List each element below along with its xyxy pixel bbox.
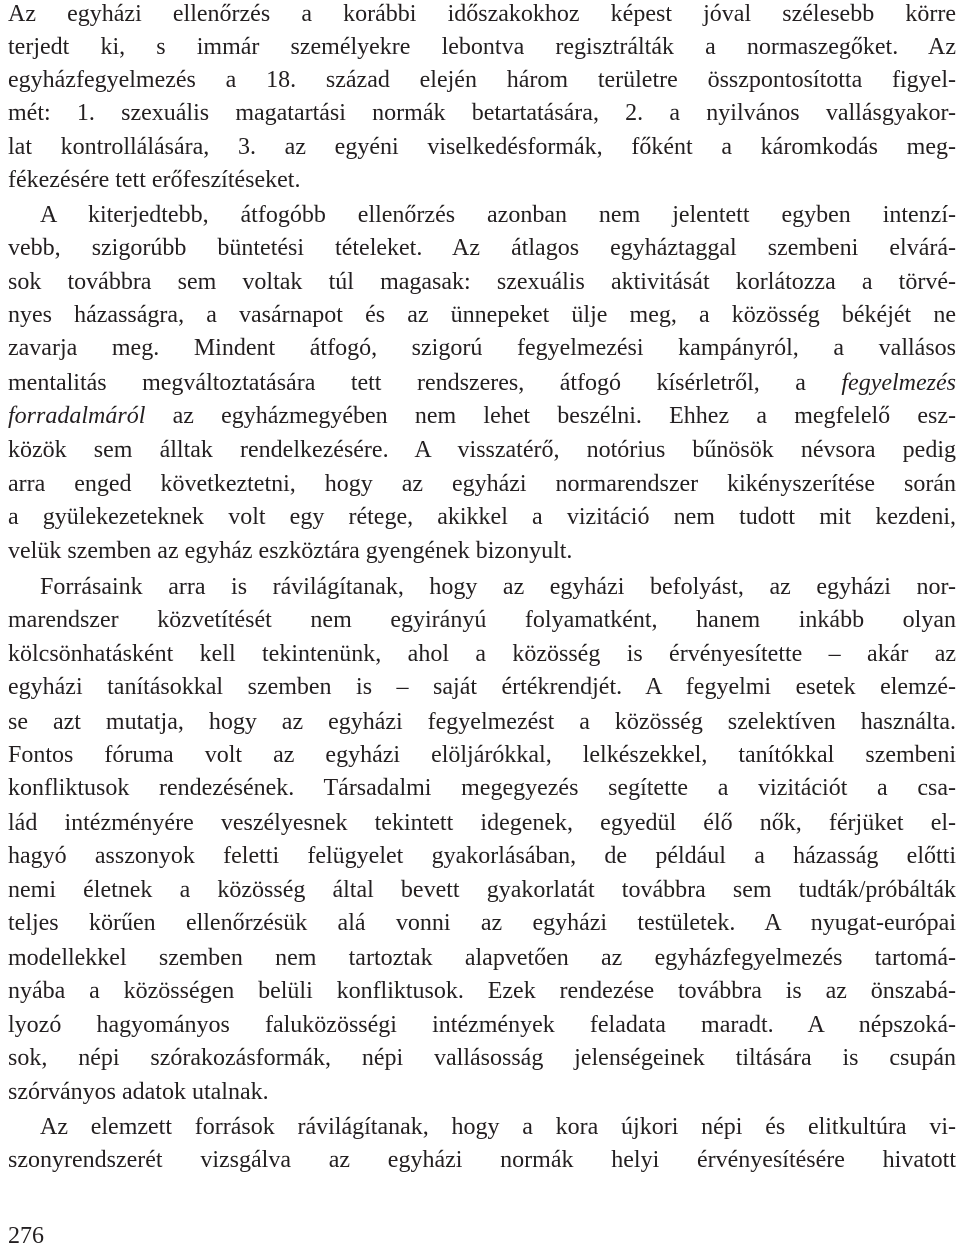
text-line bbox=[8, 331, 956, 365]
text-span: lat kontrollálására, 3. az egyéni viselkedésformák, főként a káromkodás meg- bbox=[8, 134, 956, 160]
text-line bbox=[8, 298, 956, 332]
text-span: lád intézményére veszélyesnek tekintett idegenek, egyedül élő nők, férjüket el- bbox=[8, 810, 956, 836]
text-span: a gyülekezeteknek volt egy rétege, akikkel a vizitáció nem tudott mit kezdeni, bbox=[8, 504, 956, 530]
text-line bbox=[8, 30, 956, 64]
text-span: nemi életnek a közösség által bevett gyakorlatát továbbra sem tudták/próbálták bbox=[8, 877, 956, 903]
text-span: terjedt ki, s immár személyekre lebontva regisztrálták a normaszegőket. Az bbox=[8, 34, 956, 60]
text-span: sok továbbra sem voltak túl magasak: szexuális aktivitását korlátozza a törvé- bbox=[8, 269, 956, 295]
text-line bbox=[8, 63, 956, 97]
text-span: szonyrendszerét vizsgálva az egyházi normák helyi érvényesítésére hivatott bbox=[8, 1147, 956, 1173]
text-line bbox=[8, 839, 956, 873]
text-span: kölcsönhatásként kell tekintenünk, ahol a közösség is érvényesítette – akár az bbox=[8, 641, 956, 667]
text-line bbox=[8, 603, 956, 637]
text-span: mentalitás megváltoztatására tett rendszeres, átfogó kísérletről, a bbox=[8, 370, 842, 396]
text-line bbox=[8, 738, 956, 772]
text-line bbox=[8, 163, 956, 197]
text-span: vebb, szigorúbb büntetési tételeket. Az átlagos egyháztaggal szembeni elvárá- bbox=[8, 235, 956, 261]
text-span: fékezésére tett erőfeszítéseket. bbox=[8, 167, 301, 193]
text-line bbox=[8, 974, 956, 1008]
text-span: konfliktusok rendezésének. Társadalmi megegyezés segítette a vizitációt a csa- bbox=[8, 775, 956, 801]
text-line bbox=[8, 500, 956, 534]
document-page bbox=[8, 0, 956, 1249]
text-span: egyházi tanításokkal szemben is – saját értékrendjét. A fegyelmi esetek elemzé- bbox=[8, 674, 956, 700]
text-line bbox=[8, 670, 956, 704]
text-span: A kiterjedtebb, átfogóbb ellenőrzés azonban nem jelentett egyben intenzí- bbox=[40, 202, 956, 228]
text-line bbox=[8, 941, 956, 975]
text-span: nyába a közösségen belüli konfliktusok. Ezek rendezése továbbra is az önszabá- bbox=[8, 978, 956, 1004]
text-line bbox=[8, 1075, 956, 1109]
text-span: lyozó hagyományos faluközösségi intézmények feladata maradt. A népszoká- bbox=[8, 1012, 956, 1038]
text-span: mét: 1. szexuális magatartási normák betartatására, 2. a nyilvános vallásgyakor- bbox=[8, 100, 956, 126]
italic-text-span: forradalmáról bbox=[8, 403, 146, 429]
text-span: velük szemben az egyház eszköztára gyengének bizonyult. bbox=[8, 538, 573, 564]
text-line bbox=[8, 1110, 956, 1144]
text-line bbox=[8, 534, 956, 568]
text-line bbox=[8, 873, 956, 907]
text-line bbox=[8, 130, 956, 164]
text-span: Az egyházi ellenőrzés a korábbi időszakokhoz képest jóval szélesebb körre bbox=[8, 1, 956, 27]
italic-text-span: fegyelmezés bbox=[841, 370, 956, 396]
text-span: szórványos adatok utalnak. bbox=[8, 1079, 269, 1105]
text-line bbox=[8, 906, 956, 940]
page-number: 276 bbox=[8, 1223, 44, 1249]
text-line bbox=[8, 198, 956, 232]
text-line bbox=[8, 366, 956, 400]
text-line bbox=[8, 1008, 956, 1042]
text-span: marendszer közvetítését nem egyirányú folyamatként, hanem inkább olyan bbox=[8, 607, 956, 633]
text-line bbox=[8, 96, 956, 130]
text-line bbox=[8, 1041, 956, 1075]
text-line bbox=[8, 705, 956, 739]
text-span: Forrásaink arra is rávilágítanak, hogy az egyházi befolyást, az egyházi nor- bbox=[40, 574, 956, 600]
text-line bbox=[8, 433, 956, 467]
text-span: közök sem álltak rendelkezésére. A visszatérő, notórius bűnösök névsora pedig bbox=[8, 437, 956, 463]
text-span: hagyó asszonyok feletti felügyelet gyakorlásában, de például a házasság előtti bbox=[8, 843, 956, 869]
text-line bbox=[8, 637, 956, 671]
text-span: egyházfegyelmezés a 18. század elején három területre összpontosította figyel- bbox=[8, 67, 956, 93]
text-span: modellekkel szemben nem tartoztak alapvetően az egyházfegyelmezés tartomá- bbox=[8, 945, 956, 971]
text-line bbox=[8, 1143, 956, 1177]
text-span: Fontos fóruma volt az egyházi elöljárókkal, lelkészekkel, tanítókkal szembeni bbox=[8, 742, 956, 768]
text-span: az egyházmegyében nem lehet beszélni. Ehhez a megfelelő esz- bbox=[145, 403, 956, 429]
text-span: nyes házasságra, a vasárnapot és az ünnepeket ülje meg, a közösség békéjét ne bbox=[8, 302, 956, 328]
text-span: sok, népi szórakozásformák, népi vallásosság jelenségeinek tiltására is csupán bbox=[8, 1045, 956, 1071]
text-line bbox=[8, 265, 956, 299]
text-line bbox=[8, 399, 956, 433]
text-line bbox=[8, 771, 956, 805]
text-span: Az elemzett források rávilágítanak, hogy a kora újkori népi és elitkultúra vi- bbox=[40, 1114, 956, 1140]
text-line bbox=[8, 467, 956, 501]
text-span: se azt mutatja, hogy az egyházi fegyelmezést a közösség szelektíven használta. bbox=[8, 709, 956, 735]
text-line bbox=[8, 570, 956, 604]
text-span: teljes körűen ellenőrzésük alá vonni az egyházi testületek. A nyugat-európai bbox=[8, 910, 956, 936]
text-span: zavarja meg. Mindent átfogó, szigorú fegyelmezési kampányról, a vallásos bbox=[8, 335, 956, 361]
text-line bbox=[8, 806, 956, 840]
text-span: arra enged következtetni, hogy az egyházi normarendszer kikényszerítése során bbox=[8, 471, 956, 497]
text-line bbox=[8, 231, 956, 265]
text-line bbox=[8, 0, 956, 31]
